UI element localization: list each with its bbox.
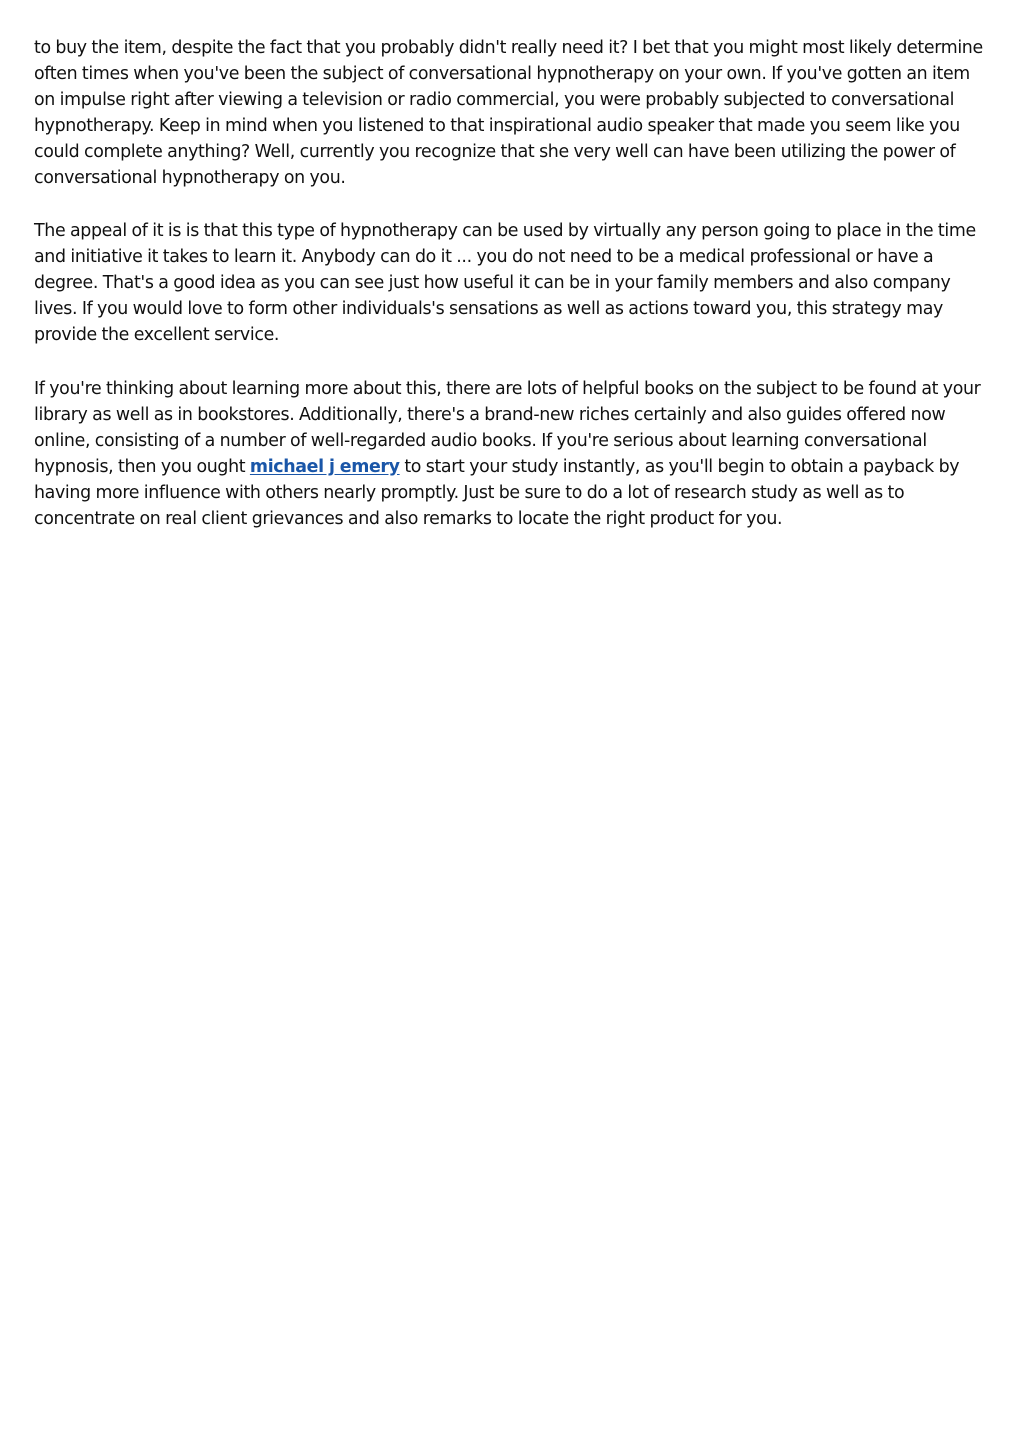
michael-j-emery-link[interactable]: michael j emery bbox=[249, 456, 400, 477]
document-body bbox=[34, 36, 992, 560]
paragraph-3-text-before-link: If you're thinking about learning more about this, there are lots of helpful books on the subject to be found at your library as well as in bookstores. Additionally, there's a brand-new riches certainly and also guides offered now online, consisting of a number of well-regarded audio books. If you're serious about learning conversational hypnosis, then you ought bbox=[34, 378, 981, 477]
paragraph-1: to buy the item, despite the fact that you probably didn't really need it? I bet that you might most likely determine often times when you've been the subject of conversational hypnotherapy on your own. If you've gotten an item on impulse right after viewing a television or radio commercial, you were probably subjected to conversational hypnotherapy. Keep in mind when you listened to that inspirational audio speaker that made you seem like you could complete anything? Well, currently you recognize that she very well can have been utilizing the power of conversational hypnotherapy on you. bbox=[34, 38, 983, 188]
paragraph-3 bbox=[34, 377, 992, 532]
paragraph-2: The appeal of it is is that this type of hypnotherapy can be used by virtually any person going to place in the time and initiative it takes to learn it. Anybody can do it ... you do not need to be a medical professional or have a degree. That's a good idea as you can see just how useful it can be in your family members and also company lives. If you would love to form other individuals's sensations as well as actions toward you, this strategy may provide the excellent service. bbox=[34, 221, 976, 346]
paragraph-3-text-after-link: to start your study instantly, as you'll begin to obtain a payback by having more influence with others nearly promptly. Just be sure to do a lot of research study as well as to concentrate on real client grievances and also remarks to locate the right product for you. bbox=[34, 456, 960, 529]
